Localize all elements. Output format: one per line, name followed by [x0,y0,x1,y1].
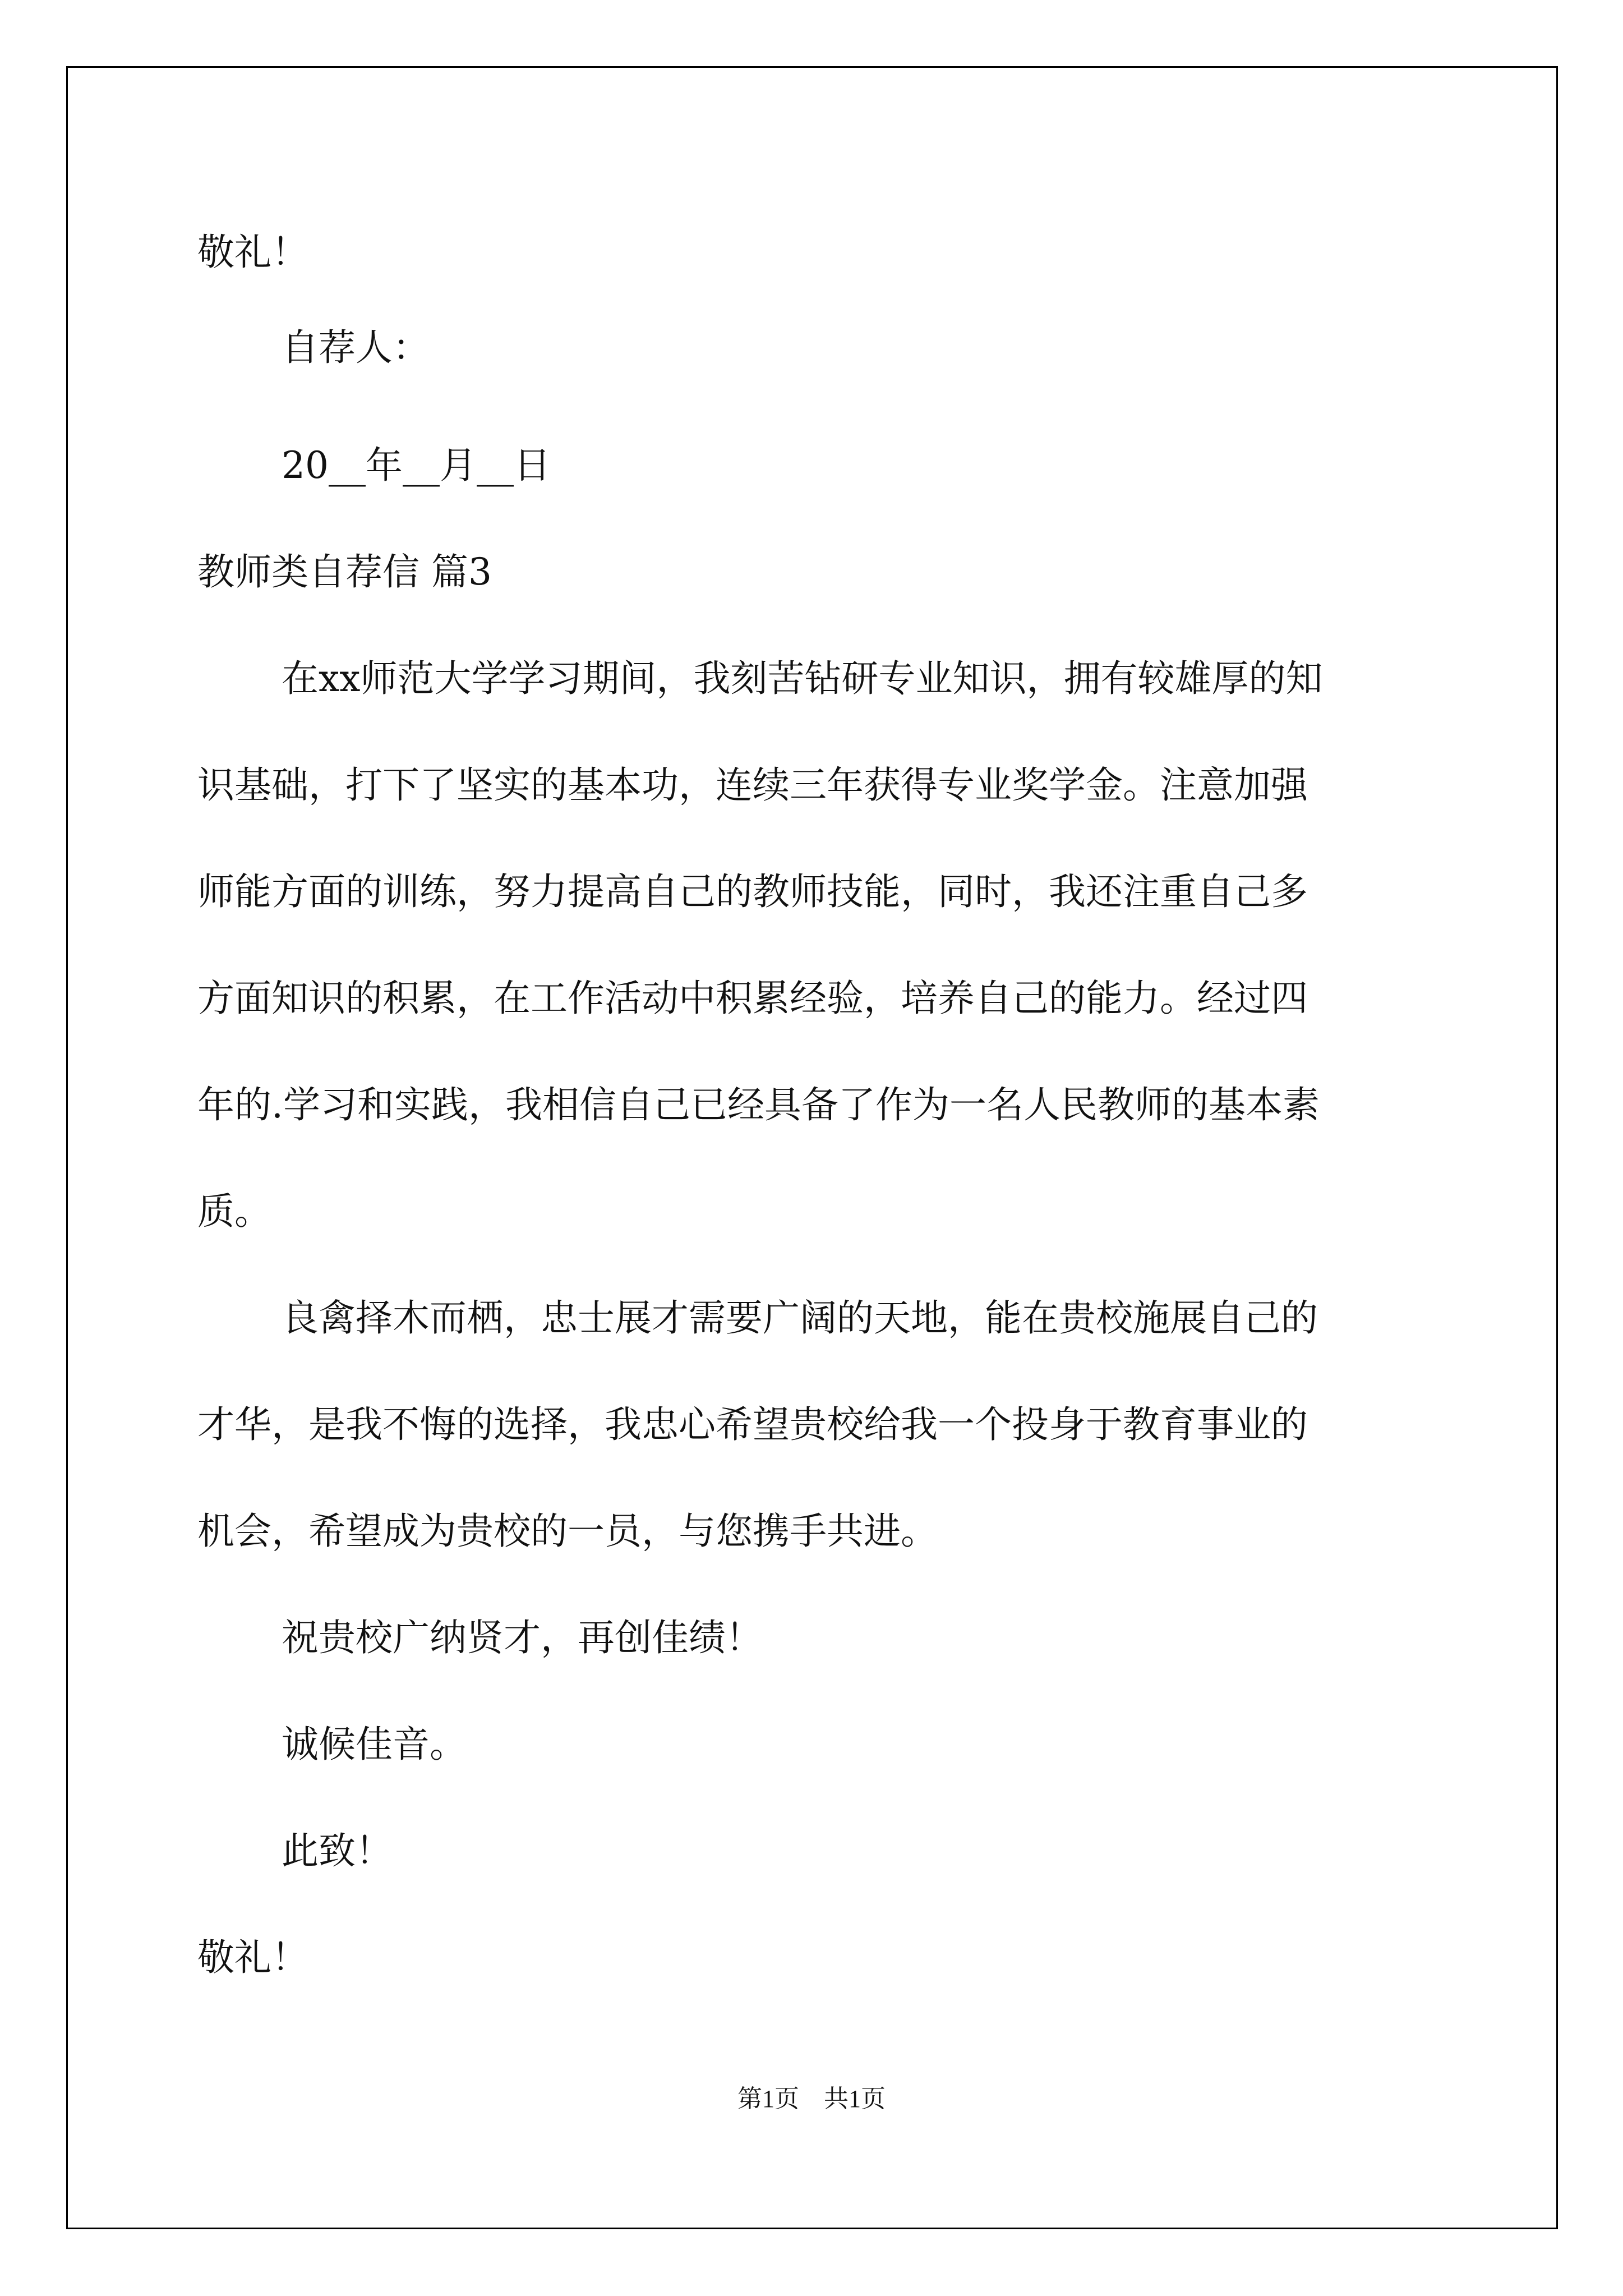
wish-line: 祝贵校广纳贤才，再创佳绩！ [282,1616,763,1659]
closing-salute: 敬礼！ [197,1936,308,1979]
closing-salute: 敬礼！ [197,231,308,274]
paragraph-line: 在xx师范大学学习期间，我刻苦钻研专业知识，拥有较雄厚的知 [282,657,1323,700]
paragraph-line: 才华，是我不悔的选择，我忠心希望贵校给我一个投身于教育事业的 [197,1403,1308,1446]
paragraph-line: 识基础，打下了坚实的基本功，连续三年获得专业奖学金。注意加强 [197,763,1308,807]
paragraph-line: 机会，希望成为贵校的一员，与您携手共进。 [197,1510,938,1553]
page-frame [66,66,1558,2229]
paragraph-line: 良禽择木而栖，忠士展才需要广阔的天地，能在贵校施展自己的 [282,1296,1318,1340]
await-line: 诚候佳音。 [282,1723,467,1766]
section-heading: 教师类自荐信 篇3 [197,550,492,593]
signer-label: 自荐人： [282,326,430,369]
paragraph-line: 质。 [197,1190,271,1233]
paragraph-line: 师能方面的训练，努力提高自己的教师技能，同时，我还注重自己多 [197,870,1308,913]
salutation-line: 此致！ [282,1829,393,1872]
paragraph-line: 方面知识的积累，在工作活动中积累经验，培养自己的能力。经过四 [197,977,1308,1020]
paragraph-line: 年的.学习和实践，我相信自己已经具备了作为一名人民教师的基本素 [197,1083,1320,1126]
page-number-footer: 第1页 共1页 [737,2085,886,2113]
date-line: 20__年__月__日 [282,444,551,487]
